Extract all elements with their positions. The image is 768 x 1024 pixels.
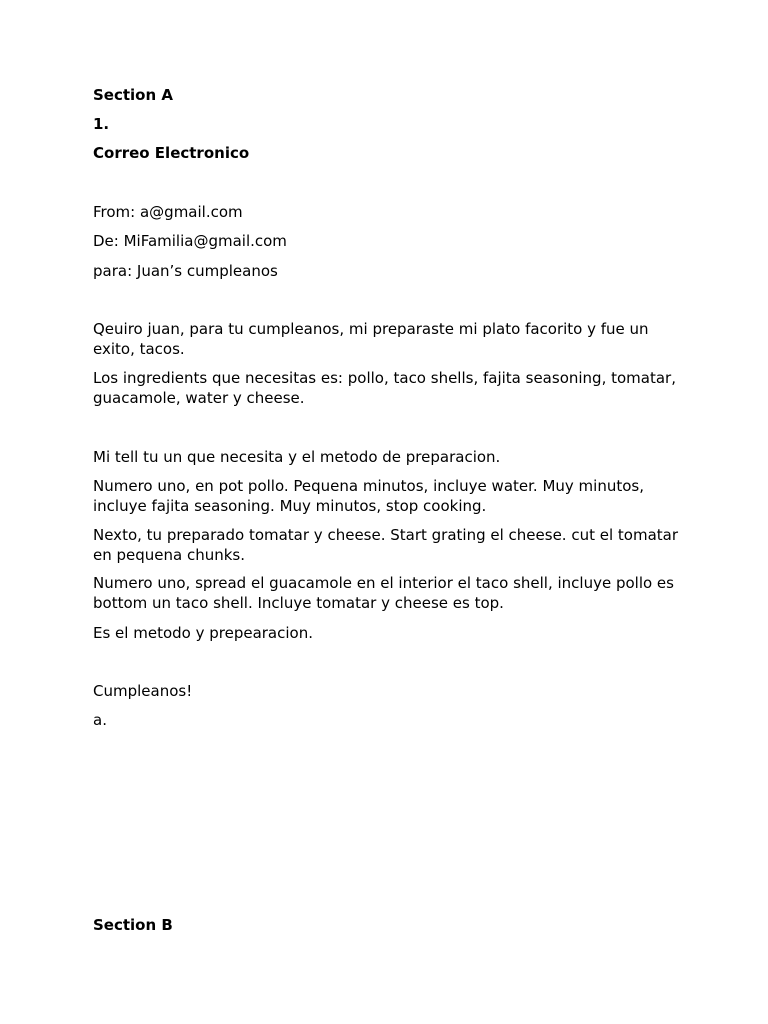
step-three-paragraph: Numero uno, spread el guacamole en el interior el taco shell, incluye pollo es bottom un taco shell. Incluye tomatar y cheese es top. — [93, 574, 674, 612]
step-two-paragraph: Nexto, tu preparado tomatar y cheese. Start grating el cheese. cut el tomatar en pequena chunks. — [93, 526, 679, 564]
email-heading: Correo Electronico — [93, 144, 250, 162]
greeting-paragraph: Qeuiro juan, para tu cumpleanos, mi preparaste mi plato facorito y fue un exito, tacos. — [93, 320, 649, 358]
from-line: From: a@gmail.com — [93, 203, 243, 221]
section-b-heading: Section B — [93, 916, 173, 934]
ingredients-paragraph: Los ingredients que necesitas es: pollo, taco shells, fajita seasoning, tomatar, guacamole, water y cheese. — [93, 369, 676, 407]
intro-method-paragraph: Mi tell tu un que necesita y el metodo de preparacion. — [93, 448, 501, 466]
item-number: 1. — [93, 115, 110, 133]
step-one-paragraph: Numero uno, en pot pollo. Pequena minutos, incluye water. Muy minutos, incluye fajita seasoning. Muy minutos, stop cooking. — [93, 477, 644, 515]
section-a-heading: Section A — [93, 86, 173, 104]
de-line: De: MiFamilia@gmail.com — [93, 232, 287, 250]
method-closing-paragraph: Es el metodo y prepearacion. — [93, 624, 313, 642]
closing-line: Cumpleanos! — [93, 682, 193, 700]
para-line: para: Juan’s cumpleanos — [93, 262, 278, 280]
sign-off-line: a. — [93, 711, 107, 729]
